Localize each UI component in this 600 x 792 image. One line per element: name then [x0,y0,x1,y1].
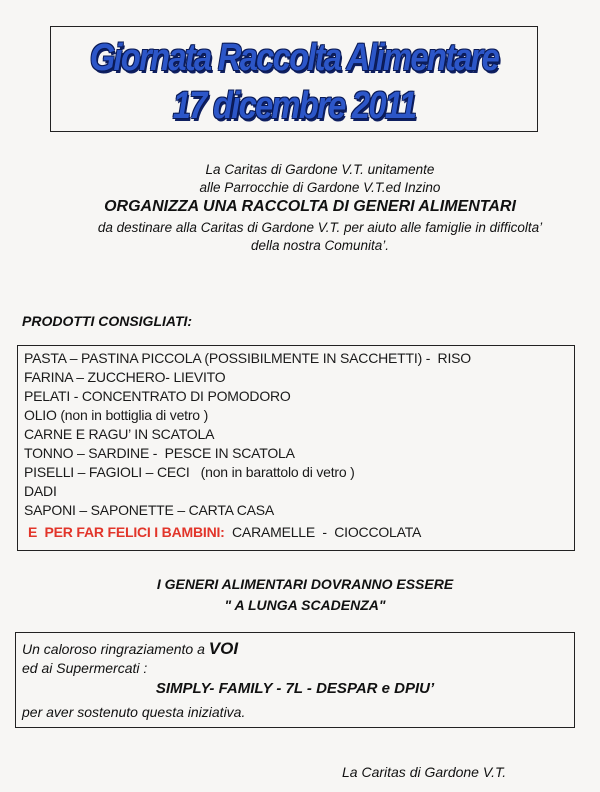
notice-line-2: " A LUNGA SCADENZA" [224,597,386,613]
product-item: FARINA – ZUCCHERO- LIEVITO [24,369,226,385]
thanks-line-4: per aver sostenuto questa iniziativa. [22,704,246,720]
product-item: SAPONI – SAPONETTE – CARTA CASA [24,502,275,518]
product-item: PISELLI – FAGIOLI – CECI (non in barattolo di vetro ) [24,464,355,480]
thanks-box [15,632,575,728]
intro-line-2: alle Parrocchie di Gardone V.T.ed Inzino [199,180,441,195]
thanks-prefix: Un caloroso ringraziamento a [22,641,209,657]
title-box [50,26,538,132]
products-list [17,345,575,551]
product-item: PASTA – PASTINA PICCOLA (POSSIBILMENTE IN SACCHETTI) - RISO [24,350,471,366]
signature: La Caritas di Gardone V.T. [342,764,507,780]
thanks-line-2: ed ai Supermercati : [22,660,148,676]
products-heading: PRODOTTI CONSIGLIATI: [22,313,193,329]
product-item: CARNE E RAGU’ IN SCATOLA [24,426,215,442]
supermarkets-list: SIMPLY- FAMILY - 7L - DESPAR e DPIU’ [155,680,435,697]
intro-line-1: La Caritas di Gardone V.T. unitamente [205,162,435,177]
product-item-special [28,524,421,540]
product-item: PELATI - CONCENTRATO DI POMODORO [24,388,291,404]
event-title: Giornata Raccolta Alimentare [89,37,499,79]
event-date: 17 dicembre 2011 [172,85,416,127]
special-label: E PER FAR FELICI I BAMBINI: [28,524,225,540]
intro-line-4: da destinare alla Caritas di Gardone V.T. per aiuto alle famiglie in difficolta’ [97,220,543,235]
thanks-line-1 [22,639,238,659]
intro-headline: ORGANIZZA UNA RACCOLTA DI GENERI ALIMENTARI [104,198,516,215]
product-item: TONNO – SARDINE - PESCE IN SCATOLA [24,445,295,461]
intro-line-5: della nostra Comunita’. [250,238,390,253]
product-item: DADI [24,483,57,499]
notice-line-1: I GENERI ALIMENTARI DOVRANNO ESSERE [156,576,454,592]
special-items: CARAMELLE - CIOCCOLATA [224,524,422,540]
thanks-voi: VOI [208,639,239,658]
product-item: OLIO (non in bottiglia di vetro ) [24,407,209,423]
